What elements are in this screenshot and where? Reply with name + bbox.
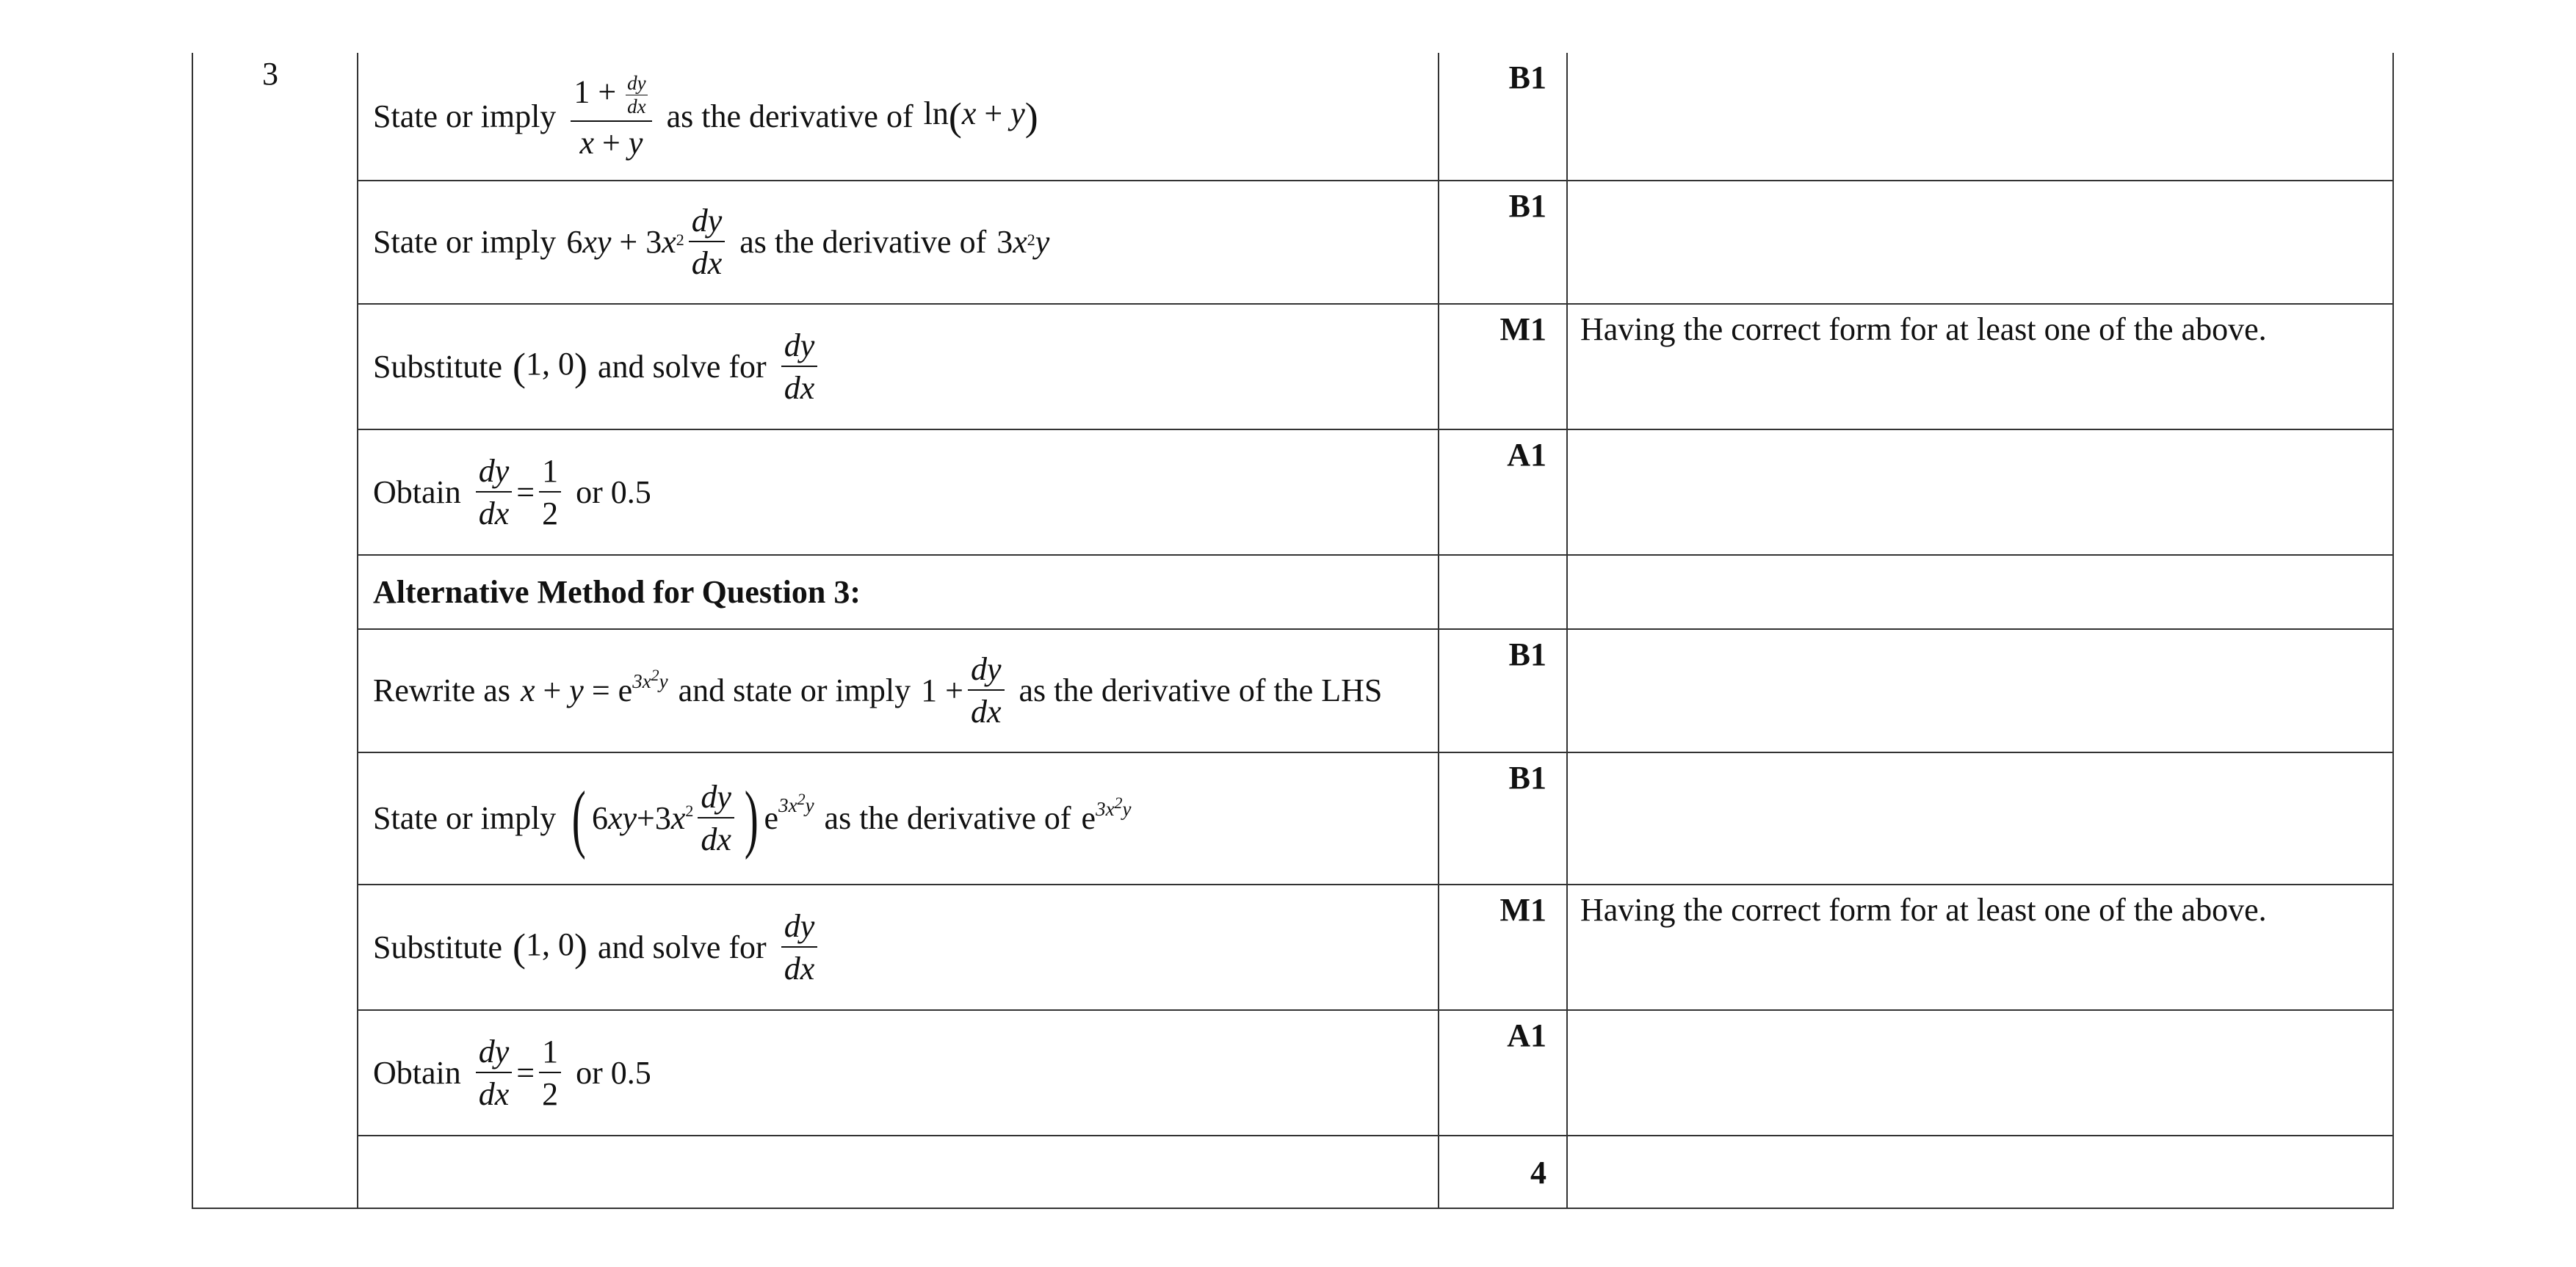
answer-cell [373, 53, 1038, 180]
mark-code: B1 [1508, 188, 1546, 224]
math-expression: $6xy + 3x^2$ [566, 224, 684, 260]
answer-text: Obtain [373, 1054, 461, 1091]
table-row [192, 53, 2394, 180]
math-expression: $x + y = e^{3x^2y}$ [520, 666, 668, 708]
answer-cell: Obtain $\frac{dy}{dx}$ = $\frac{1}{2}$ or 0.5 [373, 452, 651, 531]
fraction: $\frac{dy}{dx}$ [689, 205, 726, 280]
table-row [192, 885, 2394, 1009]
mark-code: M1 [1499, 311, 1546, 347]
mark-code: A1 [1507, 437, 1546, 473]
answer-cell: Obtain $\frac{dy}{dx}$ = $\frac{1}{2}$ or 0.5 [373, 1033, 651, 1112]
guidance-text: Having the correct form for at least one of the above. [1580, 892, 2267, 928]
table-row [192, 305, 2394, 429]
table-row [192, 556, 2394, 628]
answer-text: Substitute [373, 929, 503, 965]
math-expression: ( 6 xy + 3 x 2 $\frac{dy}{dx}$ ) e $3x^2y$ [572, 776, 814, 860]
guidance-text: Having the correct form for at least one of the above. [1580, 311, 2267, 347]
answer-text: or 0.5 [576, 1054, 651, 1091]
mark-code: B1 [1508, 59, 1546, 95]
answer-cell: Rewrite as $x + y = e^{3x^2y}$ and state or imply 1 + $\frac{dy}{dx}$ as the derivative of the LHS [373, 651, 1383, 730]
answer-text: as the derivative of [739, 224, 987, 260]
answer-text: and solve for [598, 348, 767, 385]
fraction: $\frac{dy}{dx}$ [476, 1036, 513, 1111]
mark-code: M1 [1499, 892, 1546, 928]
total-marks: 4 [1530, 1155, 1546, 1191]
table-row [192, 181, 2394, 303]
fraction: $\frac{1}{2}$ [539, 455, 561, 530]
math-expression: ln(x + y) [923, 94, 1038, 139]
table-border-bottom [192, 1208, 2394, 1209]
fraction: 1 + $\frac{dy}{dx}$ x + y [571, 73, 651, 159]
fraction: $\frac{1}{2}$ [539, 1036, 561, 1111]
math-expression: (1, 0) [513, 925, 587, 970]
answer-text: or 0.5 [576, 473, 651, 510]
answer-text: as the derivative of [824, 800, 1071, 836]
answer-cell [373, 305, 822, 429]
table-row [192, 1136, 2394, 1208]
answer-text: Obtain [373, 473, 461, 510]
answer-text: Substitute [373, 348, 503, 385]
table-row [192, 1011, 2394, 1135]
fraction: $\frac{dy}{dx}$ [968, 653, 1005, 728]
answer-text: State or imply [373, 98, 557, 134]
question-number: 3 [262, 56, 278, 92]
math-expression: $e^{3x^2y}$ [1081, 794, 1132, 836]
fraction: $\frac{dy}{dx}$ [476, 455, 513, 530]
fraction: $\frac{dy}{dx}$ [781, 910, 818, 985]
answer-cell [373, 181, 1049, 303]
answer-text: and state or imply [678, 672, 911, 708]
mark-code: A1 [1507, 1017, 1546, 1053]
table-row [192, 430, 2394, 554]
table-row [192, 753, 2394, 884]
answer-text: State or imply [373, 224, 557, 260]
mark-code: B1 [1508, 636, 1546, 672]
math-expression: (1, 0) [513, 344, 587, 389]
math-expression: $3x^2y$ [996, 224, 1050, 260]
alternative-method-heading: Alternative Method for Question 3: [373, 573, 861, 610]
answer-cell [373, 885, 822, 1009]
fraction: $\frac{dy}{dx}$ [781, 330, 818, 404]
answer-text: as the derivative of [666, 98, 913, 134]
mark-scheme-table [192, 53, 2394, 1209]
answer-text: as the derivative of the LHS [1019, 672, 1383, 708]
table-row [192, 630, 2394, 752]
answer-text: State or imply [373, 800, 557, 836]
answer-text: and solve for [598, 929, 767, 965]
answer-cell [373, 753, 1132, 884]
mark-code: B1 [1508, 760, 1546, 796]
answer-text: Rewrite as [373, 672, 510, 708]
